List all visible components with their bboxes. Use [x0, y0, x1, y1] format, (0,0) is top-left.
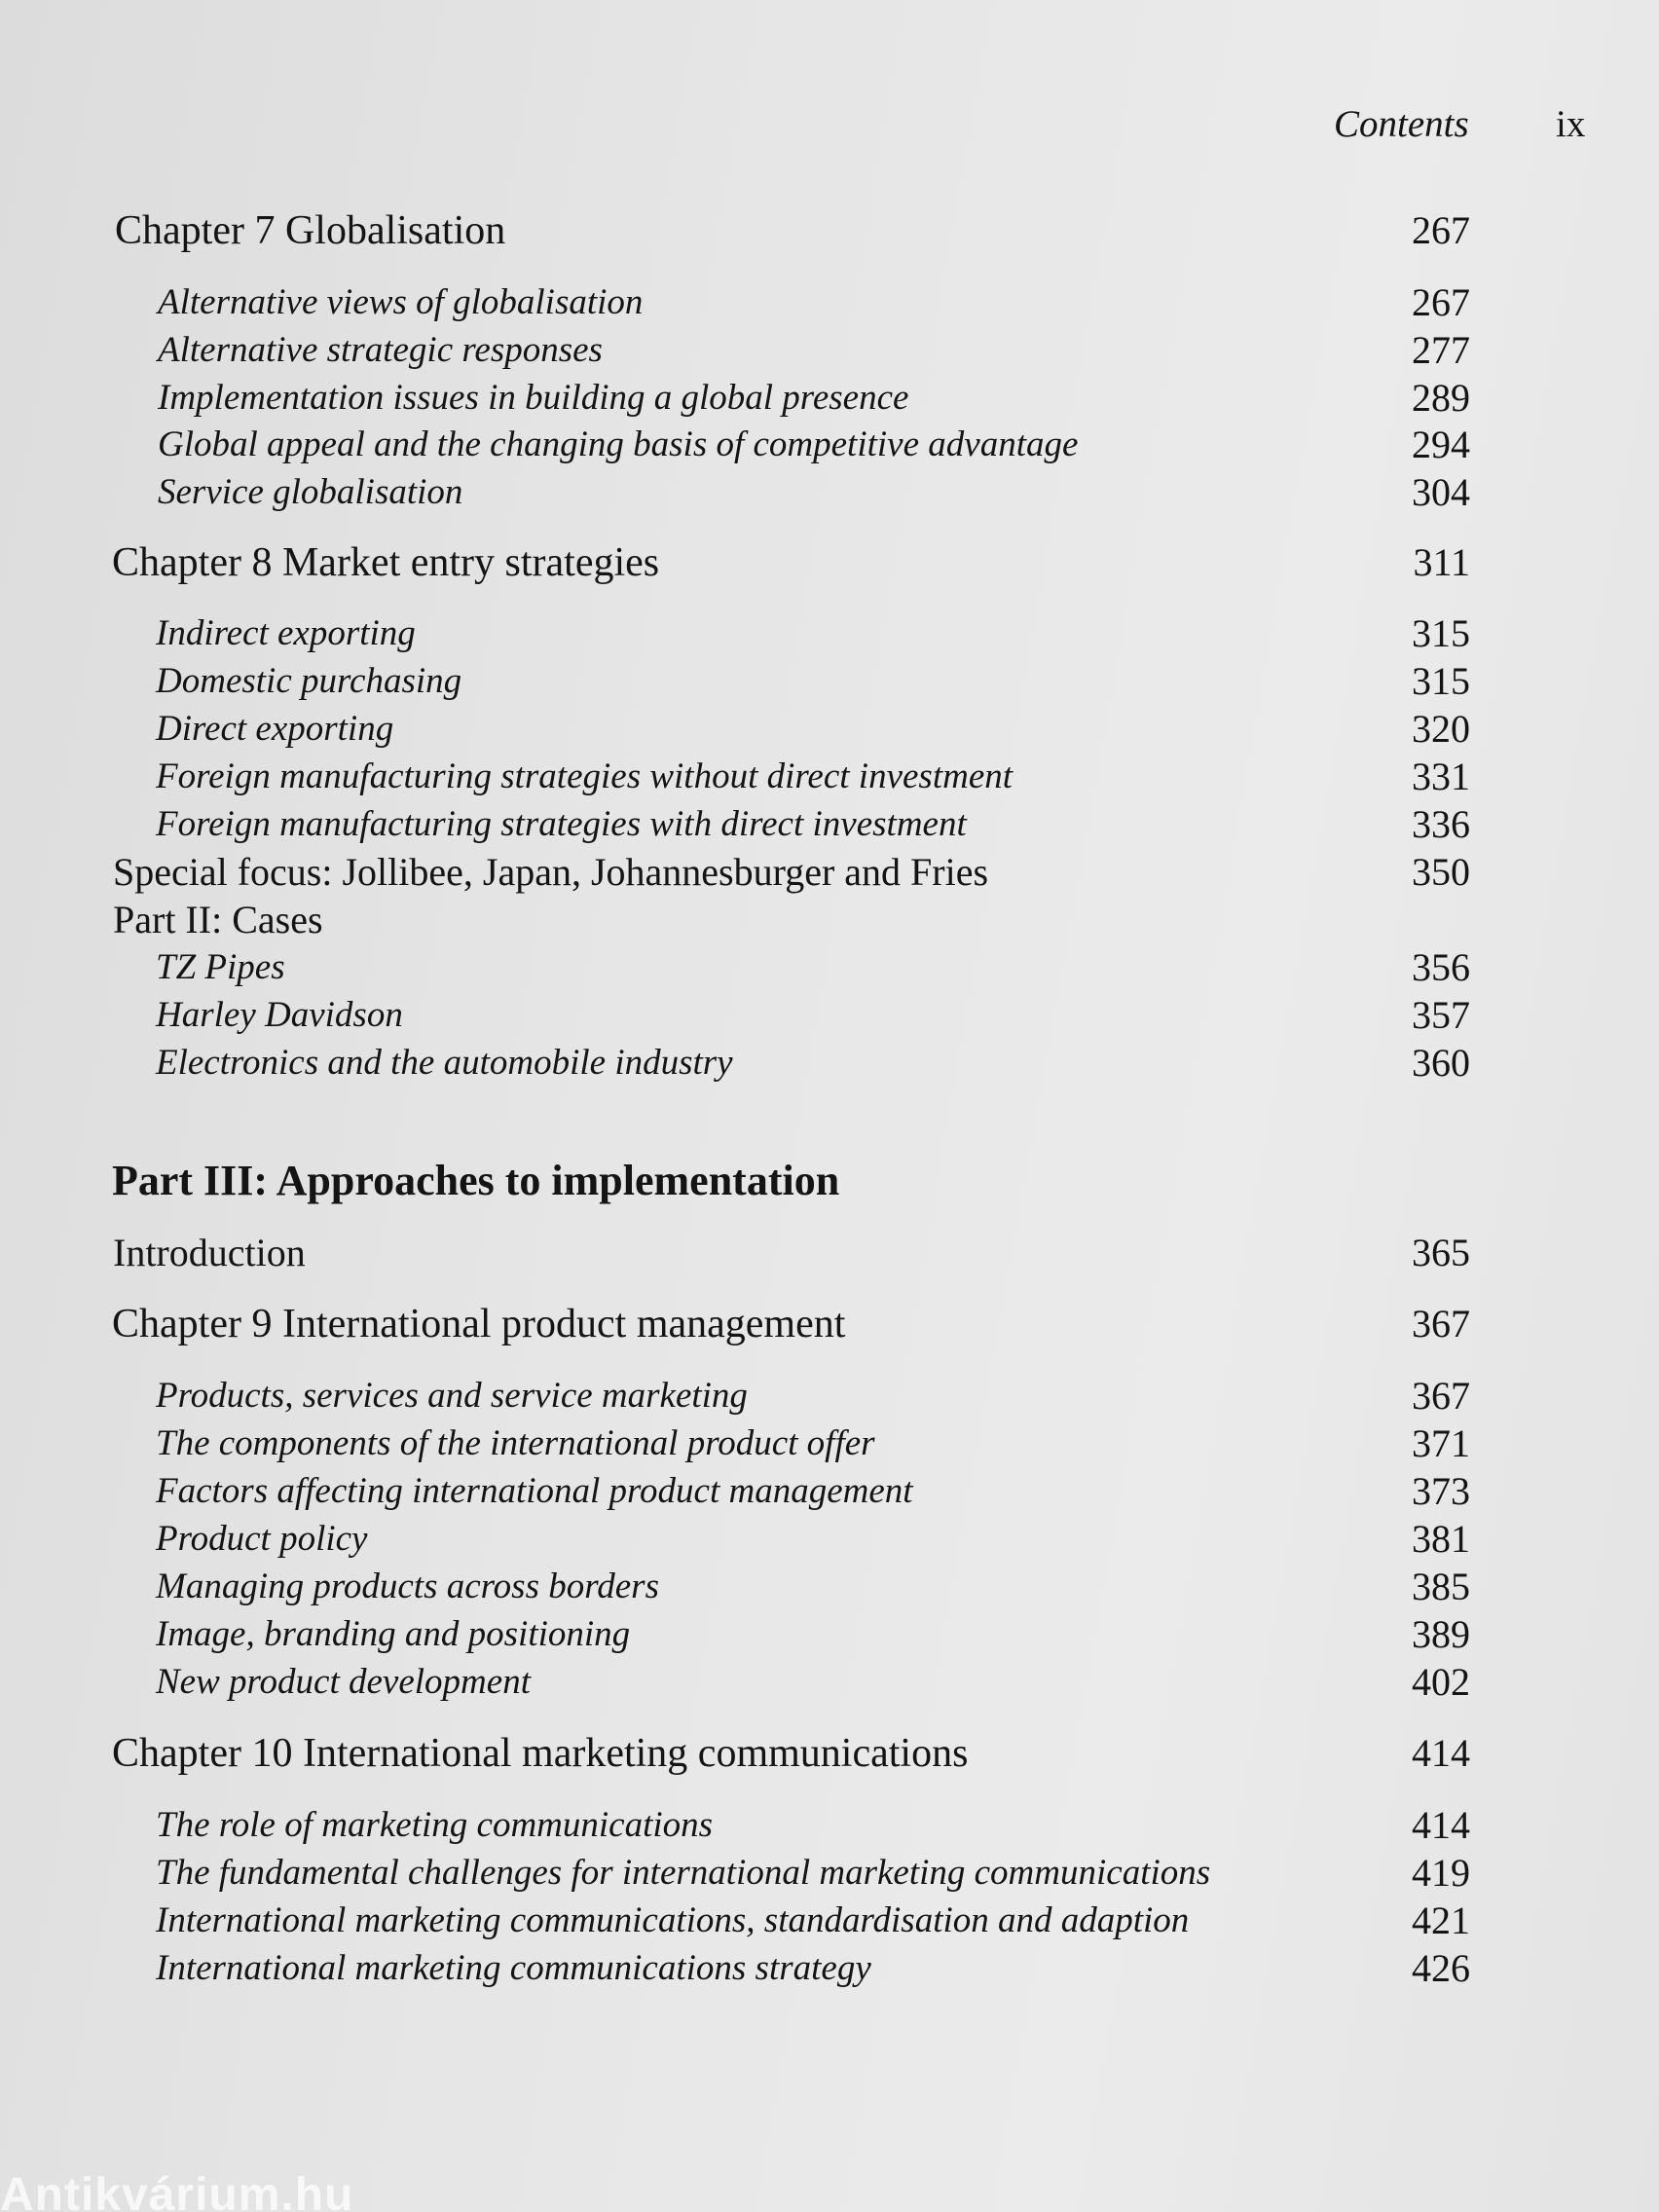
toc-entry-page: 350: [1412, 850, 1470, 894]
toc-section: [0, 1372, 1659, 1420]
toc-entry-title: Harley Davidson: [156, 995, 403, 1035]
toc-entry-page: 360: [1412, 1041, 1470, 1085]
toc-entry-page: 315: [1412, 611, 1470, 655]
toc-section: [0, 1419, 1659, 1468]
toc-entry-page: 357: [1412, 993, 1470, 1037]
toc-entry-page: 367: [1412, 1374, 1470, 1418]
toc-entry-title: Product policy: [156, 1519, 368, 1559]
toc-entry-page: 414: [1412, 1803, 1470, 1847]
toc-entry-title: The role of marketing communications: [156, 1805, 714, 1845]
toc-entry-title: Indirect exporting: [156, 613, 416, 653]
toc-case: [0, 943, 1659, 992]
toc-entry-page: 426: [1412, 1946, 1470, 1990]
toc-entry-title: Chapter 10 International marketing communications: [112, 1731, 969, 1776]
toc-introduction: [0, 1229, 1659, 1277]
toc-entry-page: 267: [1412, 280, 1470, 324]
toc-special-focus: [0, 848, 1659, 897]
toc-section: [0, 1467, 1659, 1516]
toc-entry-title: Image, branding and positioning: [156, 1614, 631, 1654]
toc-section: [0, 753, 1659, 801]
toc-entry-title: Direct exporting: [156, 709, 394, 749]
toc-entry-page: 356: [1412, 945, 1470, 989]
toc-entry-page: 373: [1412, 1469, 1470, 1513]
toc-section: [0, 1897, 1659, 1945]
toc-entry-title: New product development: [156, 1662, 531, 1702]
toc-section: [0, 326, 1659, 375]
toc-chapter-9: [0, 1300, 1659, 1348]
toc-section: [0, 468, 1659, 517]
toc-entry-page: 381: [1412, 1517, 1470, 1561]
toc-entry-title: Global appeal and the changing basis of competitive advantage: [158, 424, 1079, 464]
toc-entry-title: Alternative views of globalisation: [158, 282, 644, 322]
toc-entry-page: 367: [1412, 1302, 1470, 1346]
toc-chapter-8: [0, 538, 1659, 587]
watermark: Antikvárium.hu: [0, 2169, 354, 2212]
toc-entry-title: The fundamental challenges for international marketing communications: [156, 1853, 1211, 1893]
toc-entry-title: Electronics and the automobile industry: [156, 1043, 733, 1083]
toc-entry-title: The components of the international product offer: [156, 1423, 875, 1463]
toc-entry-title: Managing products across borders: [156, 1567, 659, 1606]
toc-entry-page: 277: [1412, 328, 1470, 372]
toc-part-2-heading: [0, 896, 1659, 944]
toc-entry-page: 320: [1412, 707, 1470, 751]
toc-entry-title: Service globalisation: [158, 472, 463, 512]
toc-entry-title: Domestic purchasing: [156, 661, 462, 701]
toc-section: [0, 1515, 1659, 1564]
toc-entry-title: Special focus: Jollibee, Japan, Johannesburger and Fries: [113, 850, 989, 894]
toc-entry-title: Chapter 9 International product management: [112, 1302, 846, 1346]
toc-entry-title: Foreign manufacturing strategies with direct investment: [156, 804, 967, 844]
toc-entry-page: 304: [1412, 470, 1470, 514]
toc-part-3-heading: [0, 1157, 1659, 1205]
toc-entry-title: International marketing communications, standardisation and adaption: [156, 1900, 1190, 1940]
toc-entry-title: Foreign manufacturing strategies without direct investment: [156, 756, 1014, 796]
toc-entry-page: 331: [1412, 755, 1470, 798]
toc-entry-page: 311: [1413, 540, 1470, 584]
toc-entry-page: 365: [1412, 1231, 1470, 1274]
running-header-page-number: ix: [1556, 103, 1586, 145]
toc-entry-page: 289: [1412, 376, 1470, 420]
toc-entry-title: Part II: Cases: [113, 898, 323, 941]
toc-entry-page: 336: [1412, 802, 1470, 846]
toc-entry-title: Factors affecting international product management: [156, 1471, 913, 1511]
toc-section: [0, 1801, 1659, 1850]
toc-entry-title: Alternative strategic responses: [158, 330, 603, 370]
toc-section: [0, 1944, 1659, 1993]
toc-entry-page: 419: [1412, 1851, 1470, 1895]
toc-entry-title: Implementation issues in building a global presence: [158, 378, 909, 418]
toc-entry-title: International marketing communications strategy: [156, 1948, 871, 1988]
toc-entry-page: 315: [1412, 659, 1470, 703]
toc-entry-page: 389: [1412, 1612, 1470, 1656]
toc-section: [0, 278, 1659, 327]
toc-section: [0, 1849, 1659, 1898]
toc-chapter-10: [0, 1729, 1659, 1778]
toc-section: [0, 421, 1659, 469]
toc-entry-page: 294: [1412, 423, 1470, 466]
toc-case: [0, 991, 1659, 1040]
toc-entry-page: 385: [1412, 1565, 1470, 1608]
toc-entry-page: 414: [1412, 1731, 1470, 1775]
toc-section: [0, 657, 1659, 706]
toc-entry-title: Chapter 8 Market entry strategies: [112, 540, 660, 585]
toc-entry-title: Introduction: [113, 1231, 306, 1274]
toc-section: [0, 1610, 1659, 1659]
toc-section: [0, 374, 1659, 423]
toc-chapter-7: [0, 206, 1659, 255]
toc-case: [0, 1039, 1659, 1088]
toc-entry-page: 402: [1412, 1660, 1470, 1704]
toc-entry-title: TZ Pipes: [156, 947, 285, 987]
toc-entry-page: 371: [1412, 1421, 1470, 1465]
toc-entry-page: 267: [1412, 208, 1470, 252]
toc-entry-page: 421: [1412, 1899, 1470, 1942]
toc-entry-title: Part III: Approaches to implementation: [112, 1157, 840, 1204]
toc-section: [0, 705, 1659, 754]
toc-entry-title: Chapter 7 Globalisation: [115, 208, 506, 253]
toc-section: [0, 800, 1659, 849]
toc-section: [0, 1658, 1659, 1707]
toc-section: [0, 1563, 1659, 1611]
running-header-title: Contents: [1334, 103, 1469, 145]
toc-section: [0, 609, 1659, 658]
toc-entry-title: Products, services and service marketing: [156, 1376, 748, 1416]
